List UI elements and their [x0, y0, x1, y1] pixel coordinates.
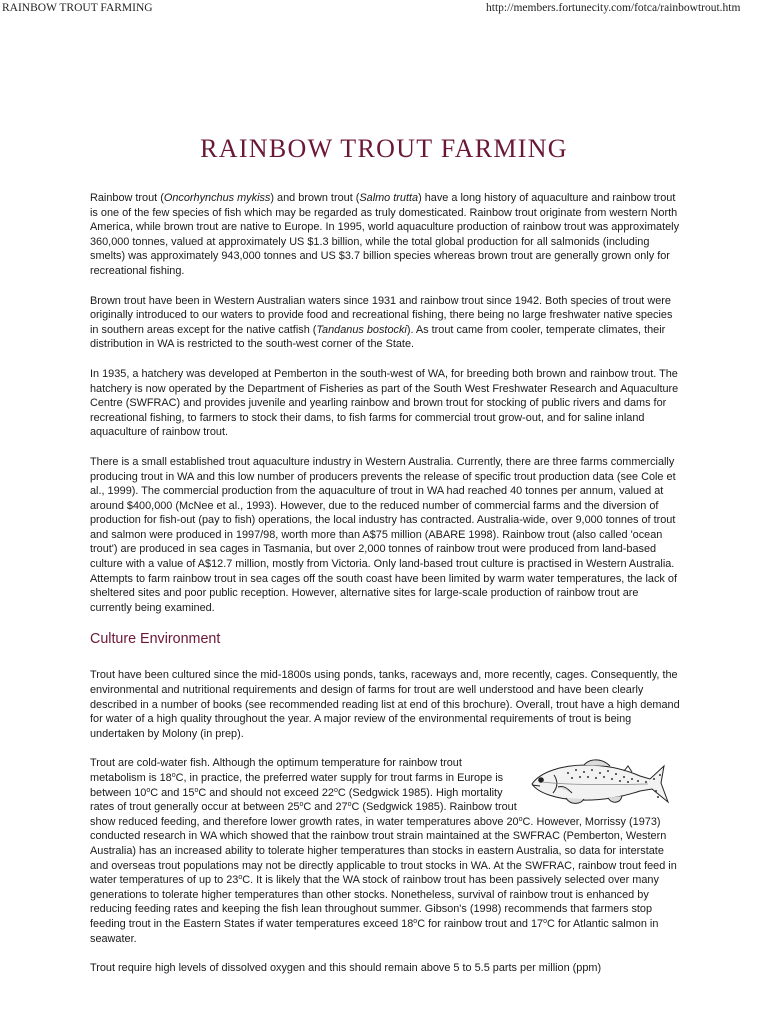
- text-run: C, in practice, the preferred water supply for trout farms in Europe is between 10: [90, 772, 504, 799]
- species-name: Oncorhynchus mykiss: [163, 192, 271, 204]
- text-run: C and should not exceed 22: [198, 786, 334, 799]
- degree-sign: o: [413, 917, 418, 925]
- text-run: Brown trout have been in Western Australian waters since 1931 and rainbow trout since 1942. Both species of trout were originally introduced to our waters to provide food and recreational fishing, there being no large freshwater native species in southern areas except for the native catfish (: [90, 294, 673, 336]
- text-run: C and 15: [150, 786, 195, 799]
- paragraph-oxygen: Trout require high levels of dissolved oxygen and this should remain above 5 to 5.5 parts per million (ppm): [90, 962, 602, 975]
- trout-illustration-icon: [528, 757, 674, 809]
- text-run: Trout are cold-water fish. Although the optimum temperature for rainbow trout metabolism is 18: [90, 757, 462, 784]
- paragraph-history: [90, 294, 682, 352]
- text-run: ) and brown trout (: [270, 192, 360, 204]
- text-run: C for rainbow trout and 17: [417, 917, 544, 930]
- text-run: C. However, Morrissy (1973) conducted research in WA which showed that the rainbow trout strain maintained at the SWFRAC (Pemberton, Western Australia) has an increased ability to tolerate higher temperatures than stocks in eastern Australia, so data for interstate and overseas trout populations may not be directly applicable to trout stocks in WA. At the SWFRAC, rainbow trout feed in water temperatures of up to 23: [90, 815, 677, 887]
- degree-sign: o: [299, 801, 304, 809]
- paragraph-industry: There is a small established trout aquaculture industry in Western Australia. Currently, there are three farms commercially producing trout in WA and this low number of producers prevents the release of specific trout production data (see Cole et al., 1999). The commercial production from the aquaculture of trout in WA had reached 40 tonnes per annum, valued at around $400,000 (McNee et al., 1993). However, due to the reduced number of commercial farms and the diversion of production for fish-out (pay to fish) operations, the local industry has contracted. Australia-wide, over 9,000 tonnes of trout and salmon were produced in 1997/98, worth more than A$75 million (ABARE 1998). Rainbow trout (also called 'ocean trout') are produced in sea cages in Tasmania, but over 2,000 tonnes of rainbow trout were produced from land-based culture with a value of A$12.7 million, mostly from Victoria. Only land-based trout culture is practised in Western Australia. Attempts to farm rainbow trout in sea cages off the south coast have been limited by warm water temperatures, the lack of sheltered sites and poor public reception. However, alternative sites for large-scale production of rainbow trout are currently being examined.: [90, 455, 677, 614]
- text-run: C and 27: [303, 801, 348, 814]
- species-name: Salmo trutta: [359, 192, 419, 204]
- article-body: [90, 191, 682, 991]
- text-run: ). As trout came from cooler, temperate climates, their distribution in WA is restricted to the south-west corner of the State.: [90, 323, 666, 351]
- text-run: C (Sedgwick 1985). High mortality rates of trout generally occur at between 25: [90, 786, 503, 814]
- degree-sign: o: [171, 772, 176, 779]
- header-title: RAINBOW TROUT FARMING: [2, 2, 153, 14]
- degree-sign: o: [347, 801, 352, 809]
- header-url: http://members.fortunecity.com/fotca/rainbowtrout.htm: [486, 2, 741, 14]
- degree-sign: o: [333, 786, 338, 794]
- text-run: ) have a long history of aquaculture and rainbow trout is one of the few species of fish which may be regarded as truly domesticated. Rainbow trout originate from western North America, while brown trout are native to Europe. In 1995, world aquaculture production of rainbow trout was approximately 360,000 tonnes, valued at approximately US $1.3 billion, while the total global production for all salmonids (including smelts) was approximately 943,000 tonnes and US $3.7 billion species whereas brown trout are generally grown only for recreational fishing.: [90, 192, 680, 277]
- degree-sign: o: [518, 815, 523, 823]
- paragraph-culture: Trout have been cultured since the mid-1800s using ponds, tanks, raceways and, more recently, cages. Consequently, the environmental and nutritional requirements and design of farms for trout are well understood and have been clearly described in a number of books (see recommended reading list at end of this brochure). Overall, trout have a high demand for water of a high quality throughout the year. A major review of the environmental requirements of trout is being undertaken by Molony (in prep).: [90, 669, 680, 740]
- text-run: Rainbow trout (: [90, 192, 164, 204]
- text-run: C (Sedgwick 1985). Rainbow trout show reduced feeding, and therefore lower growth rates, in water temperatures above 20: [90, 801, 519, 828]
- section-heading-culture-environment: Culture Environment: [90, 631, 221, 648]
- paragraph-intro: [90, 191, 682, 279]
- degree-sign: o: [194, 786, 199, 794]
- page-title: RAINBOW TROUT FARMING: [200, 134, 568, 163]
- paragraph-hatchery: In 1935, a hatchery was developed at Pemberton in the south-west of WA, for breeding both brown and rainbow trout. The hatchery is now operated by the Department of Fisheries as part of the South West Freshwater Research and Aquaculture Centre (SWFRAC) and provides juvenile and yearling rainbow and brown trout for stocking of public rivers and dams for recreational fishing, to farmers to stock their dams, to fish farms for commercial trout grow-out, and for saline inland aquaculture of rainbow trout.: [90, 367, 679, 439]
- degree-sign: o: [543, 917, 548, 925]
- text-run: C for Atlantic salmon in seawater.: [90, 917, 659, 945]
- text-run: C. It is likely that the WA stock of rainbow trout has been passively selected over many generations to tolerate higher temperatures than other stocks. Nonetheless, survival of rainbow trout is enhanced by reducing feeding rates and keeping the fish lean throughout summer. Gibson's (1998) recommends that farmers stop feeding trout in the Eastern States if water temperatures exceed 18: [90, 874, 659, 930]
- trout-illustration: [528, 757, 674, 809]
- degree-sign: o: [238, 874, 243, 882]
- species-name: Tandanus bostocki: [316, 323, 407, 336]
- paragraph-temperature: [90, 756, 682, 946]
- degree-sign: o: [146, 786, 151, 794]
- print-header: [0, 0, 768, 16]
